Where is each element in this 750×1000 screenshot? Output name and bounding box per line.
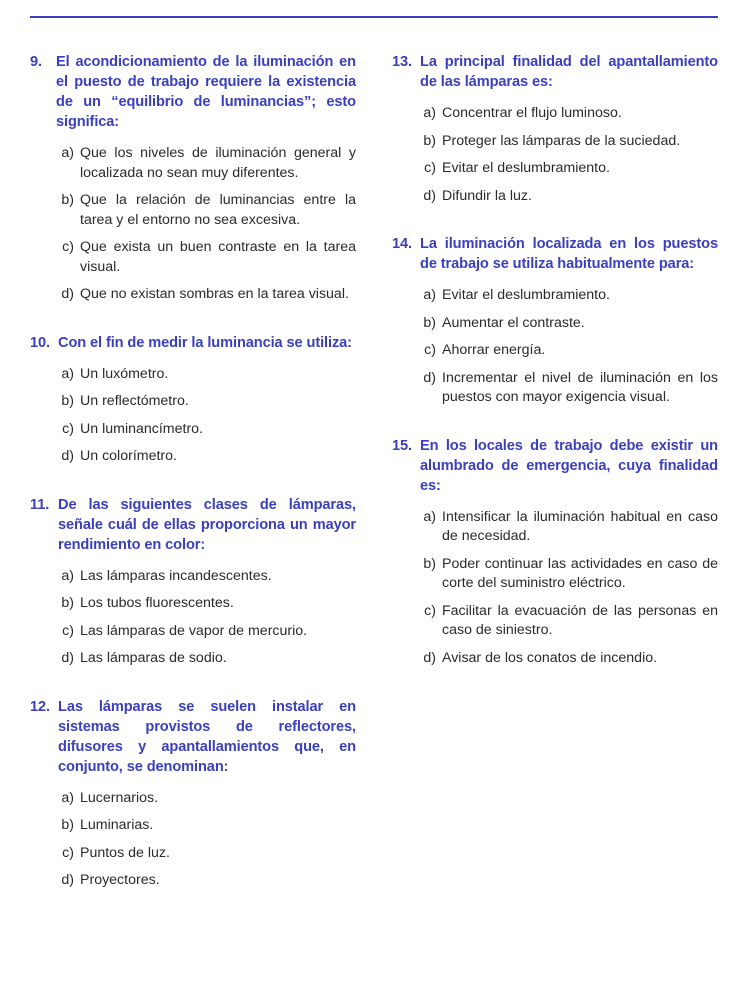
question-text: La principal finalidad del apantallamiento de las lámparas es: <box>420 54 718 90</box>
question-number: 11. <box>30 496 50 513</box>
options-list <box>392 104 718 206</box>
options-list <box>392 508 718 669</box>
options-list <box>30 567 356 669</box>
answer-option-14-a[interactable] <box>392 286 718 306</box>
option-letter: a) <box>61 567 74 584</box>
question-text: Con el fin de medir la luminancia se utiliza: <box>58 334 352 351</box>
question-heading <box>30 52 356 132</box>
answer-option-13-c[interactable] <box>392 159 718 179</box>
question-number: 15. <box>392 437 412 454</box>
option-text: Poder continuar las actividades en caso de corte del suministro eléctrico. <box>442 555 718 591</box>
option-text: Proteger las lámparas de la suciedad. <box>442 132 681 149</box>
option-letter: b) <box>61 817 74 833</box>
answer-option-15-b[interactable] <box>392 555 718 594</box>
option-letter: a) <box>61 145 74 161</box>
question-text: Las lámparas se suelen instalar en sistemas provistos de reflectores, difusores y apantallamientos que, en conjunto, se denominan: <box>58 698 356 775</box>
option-text: Aumentar el contraste. <box>442 314 585 331</box>
option-letter: d) <box>423 649 436 666</box>
option-letter: a) <box>423 287 436 303</box>
option-text: Que los niveles de iluminación general y localizada no sean muy diferentes. <box>80 145 356 181</box>
option-letter: b) <box>423 132 436 149</box>
option-letter: d) <box>61 448 74 464</box>
question-13 <box>392 52 718 206</box>
answer-option-11-d[interactable] <box>30 649 356 669</box>
question-number: 13. <box>392 54 412 70</box>
question-number: 10. <box>30 334 50 351</box>
option-letter: d) <box>61 286 74 302</box>
option-text: Los tubos fluorescentes. <box>80 595 234 611</box>
question-number: 12. <box>30 698 50 715</box>
question-heading <box>392 52 718 92</box>
option-text: Que la relación de luminancias entre la tarea y el entorno no sea excesiva. <box>80 192 356 228</box>
answer-option-12-d[interactable] <box>30 871 356 891</box>
option-text: Intensificar la iluminación habitual en caso de necesidad. <box>442 508 718 544</box>
option-text: Las lámparas de vapor de mercurio. <box>80 622 308 639</box>
answer-option-12-a[interactable] <box>30 789 356 809</box>
answer-option-14-b[interactable] <box>392 314 718 334</box>
question-11 <box>30 495 356 669</box>
answer-option-15-a[interactable] <box>392 508 718 547</box>
option-letter: d) <box>423 369 436 386</box>
answer-option-12-c[interactable] <box>30 844 356 864</box>
answer-option-15-d[interactable] <box>392 649 718 669</box>
option-text: Evitar el deslumbramiento. <box>442 160 610 176</box>
option-text: Ahorrar energía. <box>442 342 546 358</box>
answer-option-9-b[interactable] <box>30 191 356 230</box>
question-heading <box>30 697 356 777</box>
option-text: Un luminancímetro. <box>80 420 204 437</box>
answer-option-14-c[interactable] <box>392 341 718 361</box>
option-text: Proyectores. <box>80 872 160 888</box>
answer-option-15-c[interactable] <box>392 602 718 641</box>
answer-option-14-d[interactable] <box>392 369 718 408</box>
question-text: La iluminación localizada en los puestos de trabajo se utiliza habitualmente para: <box>420 236 718 272</box>
option-letter: a) <box>423 105 436 121</box>
option-letter: c) <box>424 342 436 358</box>
answer-option-13-b[interactable] <box>392 132 718 152</box>
question-heading <box>392 234 718 274</box>
option-letter: c) <box>62 239 74 255</box>
option-letter: c) <box>424 160 436 176</box>
option-letter: a) <box>61 365 74 382</box>
option-text: Difundir la luz. <box>442 187 532 204</box>
answer-option-9-a[interactable] <box>30 144 356 183</box>
question-text: El acondicionamiento de la iluminación en el puesto de trabajo requiere la existencia de un “equilibrio de luminancias”; esto significa: <box>56 54 356 130</box>
option-text: Un reflectómetro. <box>80 393 189 409</box>
option-letter: b) <box>61 393 74 409</box>
question-10 <box>30 333 356 467</box>
option-letter: c) <box>62 622 74 639</box>
option-text: Las lámparas incandescentes. <box>80 567 272 584</box>
answer-option-11-b[interactable] <box>30 594 356 614</box>
option-text: Luminarias. <box>80 817 154 833</box>
option-letter: a) <box>423 508 436 525</box>
top-rule <box>30 16 718 18</box>
option-text: Las lámparas de sodio. <box>80 650 227 666</box>
option-letter: b) <box>61 595 74 611</box>
option-letter: b) <box>61 192 74 208</box>
answer-option-10-c[interactable] <box>30 420 356 440</box>
option-text: Puntos de luz. <box>80 844 170 861</box>
option-letter: c) <box>424 602 436 619</box>
answer-option-11-a[interactable] <box>30 567 356 587</box>
question-text: De las siguientes clases de lámparas, señale cuál de ellas proporciona un mayor rendimiento en color: <box>58 496 356 553</box>
answer-option-9-c[interactable] <box>30 238 356 277</box>
option-text: Evitar el deslumbramiento. <box>442 287 610 303</box>
answer-option-12-b[interactable] <box>30 816 356 836</box>
option-text: Concentrar el flujo luminoso. <box>442 105 622 121</box>
option-letter: c) <box>62 420 74 437</box>
option-text: Facilitar la evacuación de las personas en caso de siniestro. <box>442 602 718 638</box>
option-letter: a) <box>61 789 74 806</box>
question-15 <box>392 436 718 669</box>
question-number: 14. <box>392 236 412 252</box>
options-list <box>30 365 356 467</box>
option-text: Que no existan sombras en la tarea visual. <box>80 286 349 302</box>
answer-option-9-d[interactable] <box>30 285 356 305</box>
right-column <box>392 52 718 696</box>
option-text: Incrementar el nivel de iluminación en los puestos con mayor exigencia visual. <box>442 369 718 405</box>
question-14 <box>392 234 718 408</box>
option-text: Que exista un buen contraste en la tarea visual. <box>80 239 356 275</box>
answer-option-10-b[interactable] <box>30 392 356 412</box>
option-text: Un colorímetro. <box>80 448 177 464</box>
options-list <box>30 144 356 305</box>
question-text: En los locales de trabajo debe existir un alumbrado de emergencia, cuya finalidad es: <box>420 437 718 494</box>
option-letter: b) <box>423 314 436 331</box>
option-text: Lucernarios. <box>80 789 159 806</box>
answer-option-13-d[interactable] <box>392 187 718 207</box>
option-letter: b) <box>423 555 436 572</box>
options-list <box>392 286 718 408</box>
option-letter: d) <box>61 872 74 888</box>
question-9 <box>30 52 356 305</box>
option-letter: d) <box>61 650 74 666</box>
options-list <box>30 789 356 891</box>
option-text: Un luxómetro. <box>80 365 169 382</box>
option-text: Avisar de los conatos de incendio. <box>442 649 658 666</box>
question-heading <box>30 333 356 353</box>
left-column <box>30 52 356 919</box>
question-heading <box>30 495 356 555</box>
question-number: 9. <box>30 54 42 70</box>
question-heading <box>392 436 718 496</box>
answer-option-10-a[interactable] <box>30 365 356 385</box>
answer-option-11-c[interactable] <box>30 622 356 642</box>
option-letter: c) <box>62 844 74 861</box>
answer-option-13-a[interactable] <box>392 104 718 124</box>
option-letter: d) <box>423 187 436 204</box>
question-12 <box>30 697 356 891</box>
answer-option-10-d[interactable] <box>30 447 356 467</box>
